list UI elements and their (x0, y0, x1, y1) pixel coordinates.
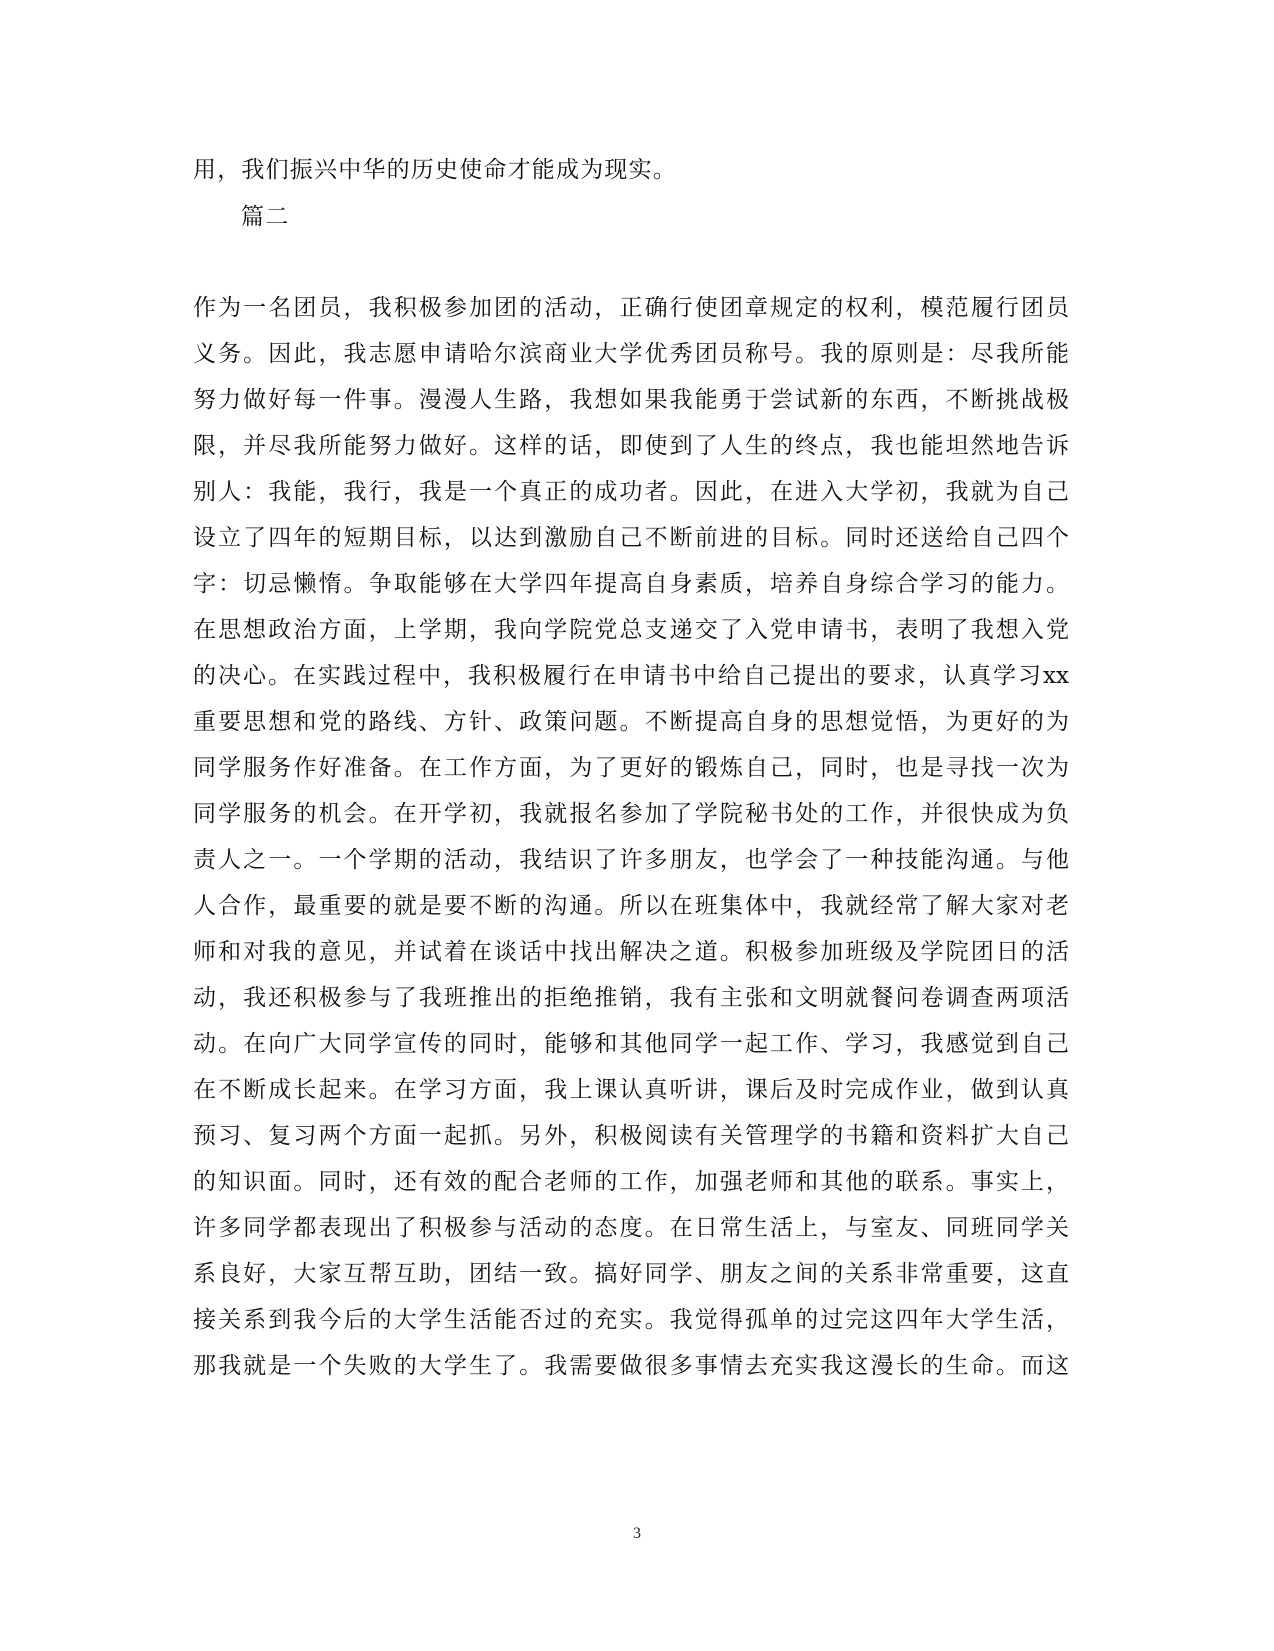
page-number: 3 (633, 1525, 641, 1542)
paragraph-line: 动。在向广大同学宣传的同时，能够和其他同学一起工作、学习，我感觉到自己 (193, 1031, 1069, 1057)
paragraph-line: 同学服务的机会。在开学初，我就报名参加了学院秘书处的工作，并很快成为负 (193, 801, 1069, 827)
paragraph-line: 重要思想和党的路线、方针、政策问题。不断提高自身的思想觉悟，为更好的为 (193, 709, 1069, 735)
paragraph-line: 在思想政治方面，上学期，我向学院党总支递交了入党申请书，表明了我想入党 (193, 617, 1069, 643)
paragraph-line: 责人之一。一个学期的活动，我结识了许多朋友，也学会了一种技能沟通。与他 (193, 847, 1069, 873)
paragraph-line: 的知识面。同时，还有效的配合老师的工作，加强老师和其他的联系。事实上， (193, 1169, 1069, 1195)
paragraph-line: 的决心。在实践过程中，我积极履行在申请书中给自己提出的要求，认真学习xx (193, 663, 1069, 689)
paragraph-line: 别人：我能，我行，我是一个真正的成功者。因此，在进入大学初，我就为自己 (193, 479, 1069, 505)
paragraph-line: 许多同学都表现出了积极参与活动的态度。在日常生活上，与室友、同班同学关 (193, 1215, 1069, 1241)
paragraph-line: 作为一名团员，我积极参加团的活动，正确行使团章规定的权利，模范履行团员 (193, 295, 1069, 321)
paragraph-line: 动，我还积极参与了我班推出的拒绝推销，我有主张和文明就餐问卷调查两项活 (193, 985, 1069, 1011)
paragraph-line: 限，并尽我所能努力做好。这样的话，即使到了人生的终点，我也能坦然地告诉 (193, 433, 1069, 459)
paragraph-line: 字：切忌懒惰。争取能够在大学四年提高自身素质，培养自身综合学习的能力。 (193, 571, 1069, 597)
intro-line: 用，我们振兴中华的历史使命才能成为现实。 (193, 157, 677, 183)
paragraph-line: 师和对我的意见，并试着在谈话中找出解决之道。积极参加班级及学院团日的活 (193, 939, 1069, 965)
paragraph-line: 预习、复习两个方面一起抓。另外，积极阅读有关管理学的书籍和资料扩大自己 (193, 1123, 1069, 1149)
paragraph-line: 系良好，大家互帮互助，团结一致。搞好同学、朋友之间的关系非常重要，这直 (193, 1261, 1069, 1287)
paragraph-line: 在不断成长起来。在学习方面，我上课认真听讲，课后及时完成作业，做到认真 (193, 1077, 1069, 1103)
paragraph-line: 同学服务作好准备。在工作方面，为了更好的锻炼自己，同时，也是寻找一次为 (193, 755, 1069, 781)
paragraph-line: 人合作，最重要的就是要不断的沟通。所以在班集体中，我就经常了解大家对老 (193, 893, 1069, 919)
paragraph-line: 努力做好每一件事。漫漫人生路，我想如果我能勇于尝试新的东西，不断挑战极 (193, 387, 1069, 413)
section-title: 篇二 (241, 204, 290, 230)
paragraph-line: 义务。因此，我志愿申请哈尔滨商业大学优秀团员称号。我的原则是：尽我所能 (193, 341, 1069, 367)
paragraph-line: 设立了四年的短期目标，以达到激励自己不断前进的目标。同时还送给自己四个 (193, 525, 1069, 551)
paragraph-line: 那我就是一个失败的大学生了。我需要做很多事情去充实我这漫长的生命。而这 (193, 1353, 1069, 1379)
paragraph-line: 接关系到我今后的大学生活能否过的充实。我觉得孤单的过完这四年大学生活， (193, 1307, 1069, 1333)
